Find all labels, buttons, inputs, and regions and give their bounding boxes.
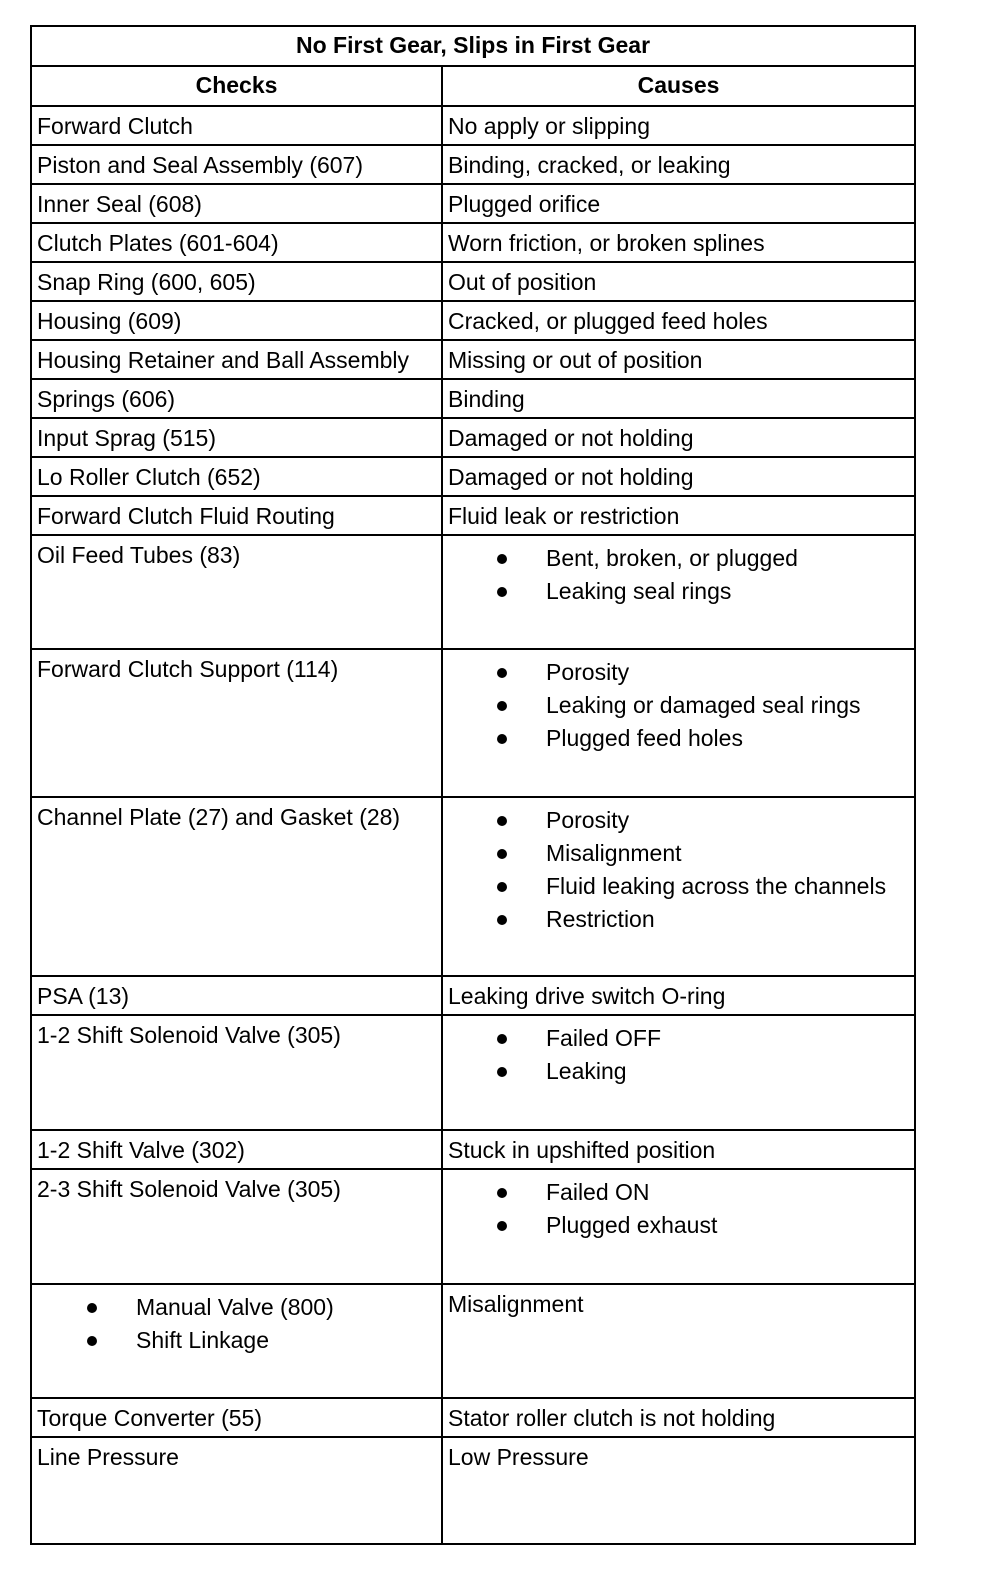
table-row	[31, 1169, 915, 1284]
table-row	[31, 340, 915, 379]
bullet-icon	[87, 1303, 97, 1313]
bullet-icon	[497, 701, 507, 711]
table-row	[31, 106, 915, 145]
check-cell: Oil Feed Tubes (83)	[31, 535, 442, 649]
cause-cell: Low Pressure	[442, 1437, 915, 1544]
list-item: Leaking seal rings	[448, 575, 914, 608]
list-item: Restriction	[448, 903, 914, 936]
check-cell: Inner Seal (608)	[31, 184, 442, 223]
list-item: Manual Valve (800)	[37, 1291, 441, 1324]
check-list	[37, 1291, 441, 1357]
table-row	[31, 1015, 915, 1130]
cause-cell: Fluid leak or restriction	[442, 496, 915, 535]
cause-cell	[442, 797, 915, 976]
header-checks: Checks	[31, 66, 442, 106]
table-title: No First Gear, Slips in First Gear	[31, 26, 915, 66]
table-row	[31, 457, 915, 496]
list-item: Plugged feed holes	[448, 722, 914, 755]
check-cell: 2-3 Shift Solenoid Valve (305)	[31, 1169, 442, 1284]
cause-cell: No apply or slipping	[442, 106, 915, 145]
check-cell: Springs (606)	[31, 379, 442, 418]
table-row	[31, 184, 915, 223]
table-row	[31, 535, 915, 649]
list-item: Plugged exhaust	[448, 1209, 914, 1242]
cause-cell: Leaking drive switch O-ring	[442, 976, 915, 1015]
table-row	[31, 301, 915, 340]
bullet-icon	[497, 882, 507, 892]
table-row	[31, 262, 915, 301]
table-row	[31, 1437, 915, 1544]
cause-list	[448, 804, 914, 936]
list-item: Leaking or damaged seal rings	[448, 689, 914, 722]
list-item: Leaking	[448, 1055, 914, 1088]
check-cell: 1-2 Shift Valve (302)	[31, 1130, 442, 1169]
list-item: Fluid leaking across the channels	[448, 870, 914, 903]
bullet-icon	[497, 1067, 507, 1077]
check-cell: Forward Clutch Support (114)	[31, 649, 442, 797]
table-row	[31, 145, 915, 184]
check-cell: Clutch Plates (601-604)	[31, 223, 442, 262]
table-row	[31, 1398, 915, 1437]
cause-list	[448, 1176, 914, 1242]
cause-cell: Worn friction, or broken splines	[442, 223, 915, 262]
check-cell: Housing Retainer and Ball Assembly	[31, 340, 442, 379]
cause-cell: Binding, cracked, or leaking	[442, 145, 915, 184]
bullet-icon	[497, 1034, 507, 1044]
check-cell: Forward Clutch	[31, 106, 442, 145]
cause-cell: Misalignment	[442, 1284, 915, 1398]
diagnostic-table	[30, 25, 916, 1545]
table-row	[31, 379, 915, 418]
check-cell: Piston and Seal Assembly (607)	[31, 145, 442, 184]
table-row	[31, 797, 915, 976]
list-item: Porosity	[448, 804, 914, 837]
cause-list	[448, 1022, 914, 1088]
check-cell: Snap Ring (600, 605)	[31, 262, 442, 301]
check-cell: Lo Roller Clutch (652)	[31, 457, 442, 496]
check-cell: Housing (609)	[31, 301, 442, 340]
cause-cell	[442, 1015, 915, 1130]
check-cell	[31, 1284, 442, 1398]
table-row	[31, 496, 915, 535]
check-cell: Forward Clutch Fluid Routing	[31, 496, 442, 535]
cause-cell: Missing or out of position	[442, 340, 915, 379]
check-cell: Torque Converter (55)	[31, 1398, 442, 1437]
bullet-icon	[497, 734, 507, 744]
table-row	[31, 649, 915, 797]
check-cell: Channel Plate (27) and Gasket (28)	[31, 797, 442, 976]
cause-cell: Binding	[442, 379, 915, 418]
list-item: Misalignment	[448, 837, 914, 870]
list-item: Shift Linkage	[37, 1324, 441, 1357]
bullet-icon	[497, 668, 507, 678]
bullet-icon	[497, 587, 507, 597]
header-causes: Causes	[442, 66, 915, 106]
bullet-icon	[87, 1336, 97, 1346]
check-cell: PSA (13)	[31, 976, 442, 1015]
check-cell: Input Sprag (515)	[31, 418, 442, 457]
list-item: Porosity	[448, 656, 914, 689]
cause-list	[448, 542, 914, 608]
cause-cell: Out of position	[442, 262, 915, 301]
cause-list	[448, 656, 914, 755]
table-row	[31, 223, 915, 262]
cause-cell: Stuck in upshifted position	[442, 1130, 915, 1169]
cause-cell: Plugged orifice	[442, 184, 915, 223]
check-cell: 1-2 Shift Solenoid Valve (305)	[31, 1015, 442, 1130]
table-row	[31, 418, 915, 457]
check-cell: Line Pressure	[31, 1437, 442, 1544]
cause-cell	[442, 535, 915, 649]
cause-cell: Damaged or not holding	[442, 457, 915, 496]
bullet-icon	[497, 849, 507, 859]
table-row	[31, 1130, 915, 1169]
list-item: Bent, broken, or plugged	[448, 542, 914, 575]
bullet-icon	[497, 1221, 507, 1231]
bullet-icon	[497, 915, 507, 925]
cause-cell: Damaged or not holding	[442, 418, 915, 457]
cause-cell	[442, 1169, 915, 1284]
bullet-icon	[497, 554, 507, 564]
cause-cell: Stator roller clutch is not holding	[442, 1398, 915, 1437]
cause-cell: Cracked, or plugged feed holes	[442, 301, 915, 340]
list-item: Failed ON	[448, 1176, 914, 1209]
cause-cell	[442, 649, 915, 797]
bullet-icon	[497, 1188, 507, 1198]
table-row	[31, 976, 915, 1015]
bullet-icon	[497, 816, 507, 826]
list-item: Failed OFF	[448, 1022, 914, 1055]
table-row	[31, 1284, 915, 1398]
